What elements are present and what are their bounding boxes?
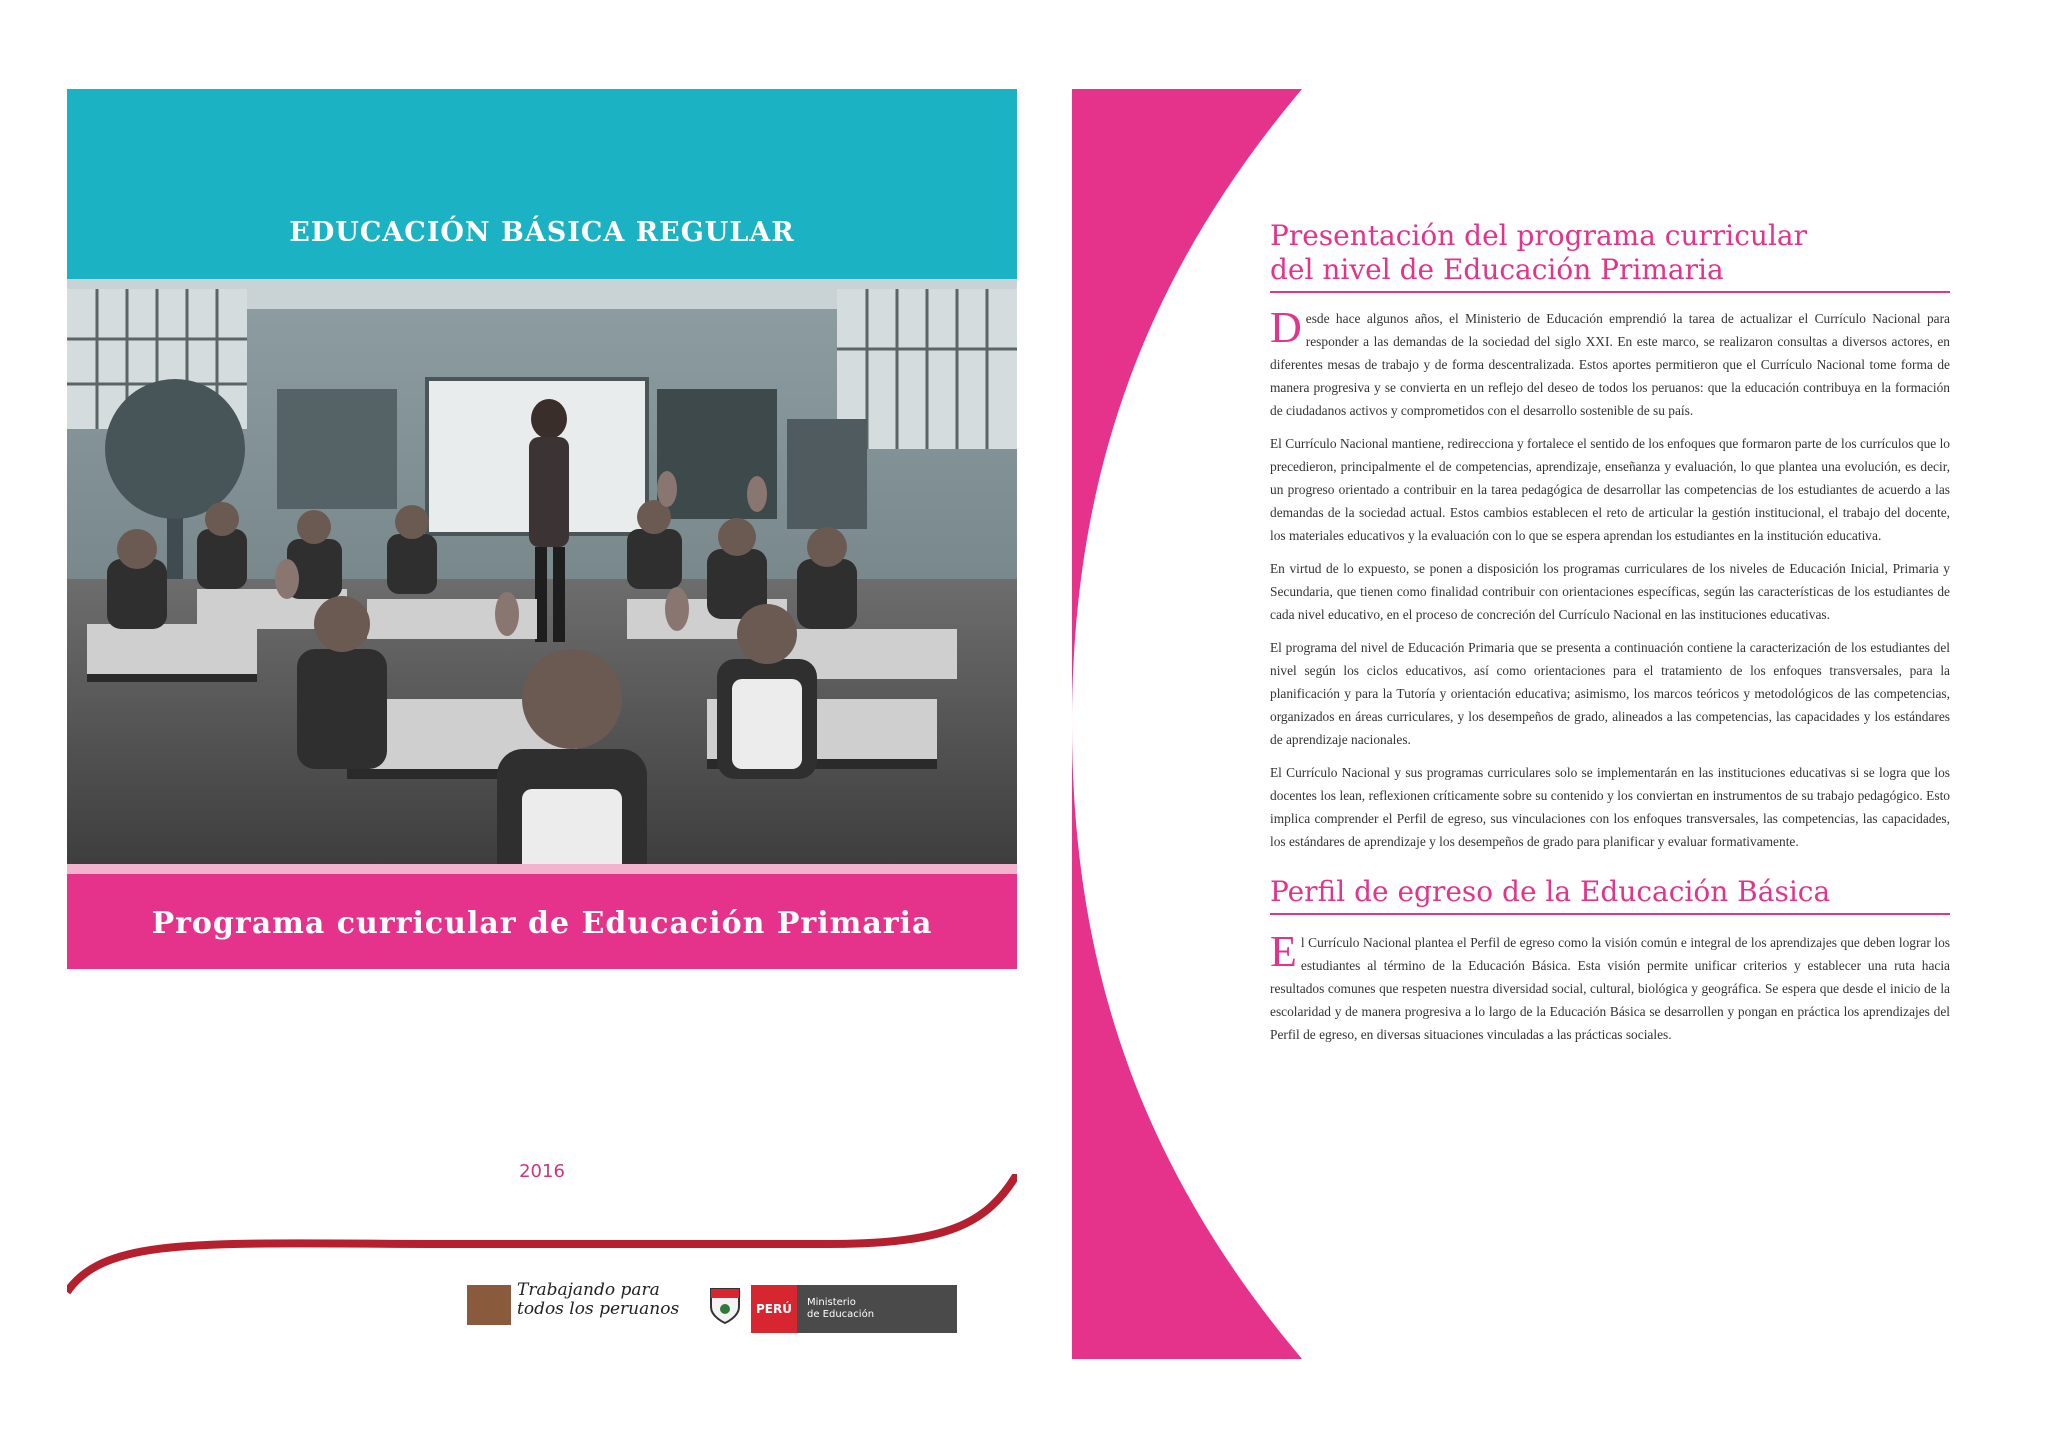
presentation-page bbox=[1072, 89, 1982, 1359]
slogan-photo-icon bbox=[467, 1285, 511, 1325]
footer-logos bbox=[467, 1279, 1027, 1339]
paragraph-profile bbox=[1270, 927, 1950, 1046]
paragraph-1 bbox=[1270, 303, 1950, 422]
peru-logo: PERÚ bbox=[751, 1285, 797, 1333]
cover-band-title: EDUCACIÓN BÁSICA REGULAR bbox=[289, 217, 795, 248]
cover-page bbox=[67, 89, 1017, 1329]
ministry-line-1: Ministerio bbox=[807, 1297, 856, 1308]
coat-of-arms-icon bbox=[707, 1285, 743, 1325]
ministry-logo bbox=[797, 1285, 957, 1333]
section-title-presentation bbox=[1270, 219, 1950, 293]
cover-year: 2016 bbox=[519, 1161, 565, 1182]
paragraph-5: El Currículo Nacional y sus programas curriculares solo se implementarán en las instituciones educativas si se logra que los docentes los lean, reflexionen críticamente sobre su contenido y los conviertan en instrumentos de su trabajo pedagógico. Esto implica comprender el Perfil de egreso, sus vinculaciones con los enfoques transversales, las competencias, las capacidades, los estándares de aprendizaje y los desempeños de grado para planificar y evaluar formativamente. bbox=[1270, 765, 1950, 849]
section-profile bbox=[1270, 875, 1950, 1046]
section-title-line-1: Presentación del programa curricular bbox=[1270, 219, 1807, 252]
section-title-profile: Perfil de egreso de la Educación Básica bbox=[1270, 875, 1950, 915]
classroom-photo bbox=[67, 279, 1017, 954]
page-content bbox=[1270, 219, 1950, 1056]
paragraph-4: El programa del nivel de Educación Primaria que se presenta a continuación contiene la caracterización de los estudiantes del nivel según los ciclos educativos, así como orientaciones para el tratamiento de los enfoques transversales, para la planificación y para la Tutoría y orientación educativa; asimismo, los marcos teóricos y metodológicos de las competencias, organizados en áreas curriculares, y los desempeños de grado, alineados a las competencias, las capacidades y los estándares de aprendizaje nacionales. bbox=[1270, 640, 1950, 747]
paragraph-profile-text: l Currículo Nacional plantea el Perfil de egreso como la visión común e integral de los aprendizajes que deben lograr los estudiantes al término de la Educación Básica. Esta visión permite unificar criterios y establecer una ruta hacia resultados comunes que respeten nuestra diversidad social, cultural, biológica y geográfica. Se espera que desde el inicio de la escolaridad y de manera progresiva a lo largo de la Educación Básica se desarrollen y pongan en práctica los aprendizajes del Perfil de egreso, en diversas situaciones vinculadas a las prácticas sociales. bbox=[1270, 935, 1950, 1042]
cover-teal-band bbox=[67, 89, 1017, 279]
paragraph-3: En virtud de lo expuesto, se ponen a disposición los programas curriculares de los niveles de Educación Inicial, Primaria y Secundaria, que tienen como finalidad contribuir con orientaciones específicas, según las características de los estudiantes de cada nivel educativo, en el proceso de concreción del Currículo Nacional en las instituciones educativas. bbox=[1270, 561, 1950, 622]
cover-swoosh bbox=[67, 1174, 1017, 1374]
slogan-text bbox=[517, 1281, 679, 1319]
cover-subtitle: Programa curricular de Educación Primaria bbox=[151, 906, 933, 941]
section-title-line-2: del nivel de Educación Primaria bbox=[1270, 253, 1724, 286]
dropcap-d: D bbox=[1270, 303, 1302, 352]
ministry-line-2: de Educación bbox=[807, 1309, 875, 1320]
cover-pink-band bbox=[67, 864, 1017, 969]
section-presentation bbox=[1270, 219, 1950, 853]
paragraph-1-text: esde hace algunos años, el Ministerio de Educación emprendió la tarea de actualizar el Currículo Nacional para responder a las demandas de la sociedad del siglo XXI. En este marco, se realizaron consultas a diversos actores, en diferentes mesas de trabajo y de forma descentralizada. Estos aportes permitieron que el Currículo Nacional tome forma de manera progresiva y se convierta en un reflejo del deseo de todos los peruanos: que la educación contribuya en la formación de ciudadanos activos y comprometidos con el desarrollo sostenible de su país. bbox=[1270, 311, 1950, 418]
slogan-line-1: Trabajando para bbox=[517, 1280, 660, 1300]
slogan-line-2: todos los peruanos bbox=[517, 1299, 680, 1319]
paragraph-2: El Currículo Nacional mantiene, redirecciona y fortalece el sentido de los enfoques que formaron parte de los currículos que lo precedieron, principalmente el de competencias, aprendizaje, enseñanza y evaluación, lo que plantea una evolución, es decir, un progreso orientado a contribuir en la tarea pedagógica de desarrollar las competencias de los estudiantes de acuerdo a las demandas de la sociedad actual. Estos cambios establecen el reto de articular la gestión institucional, el trabajo del docente, los materiales educativos y la evaluación con lo que se espera aprendan los estudiantes en la institución educativa. bbox=[1270, 436, 1950, 543]
dropcap-e: E bbox=[1270, 927, 1297, 976]
